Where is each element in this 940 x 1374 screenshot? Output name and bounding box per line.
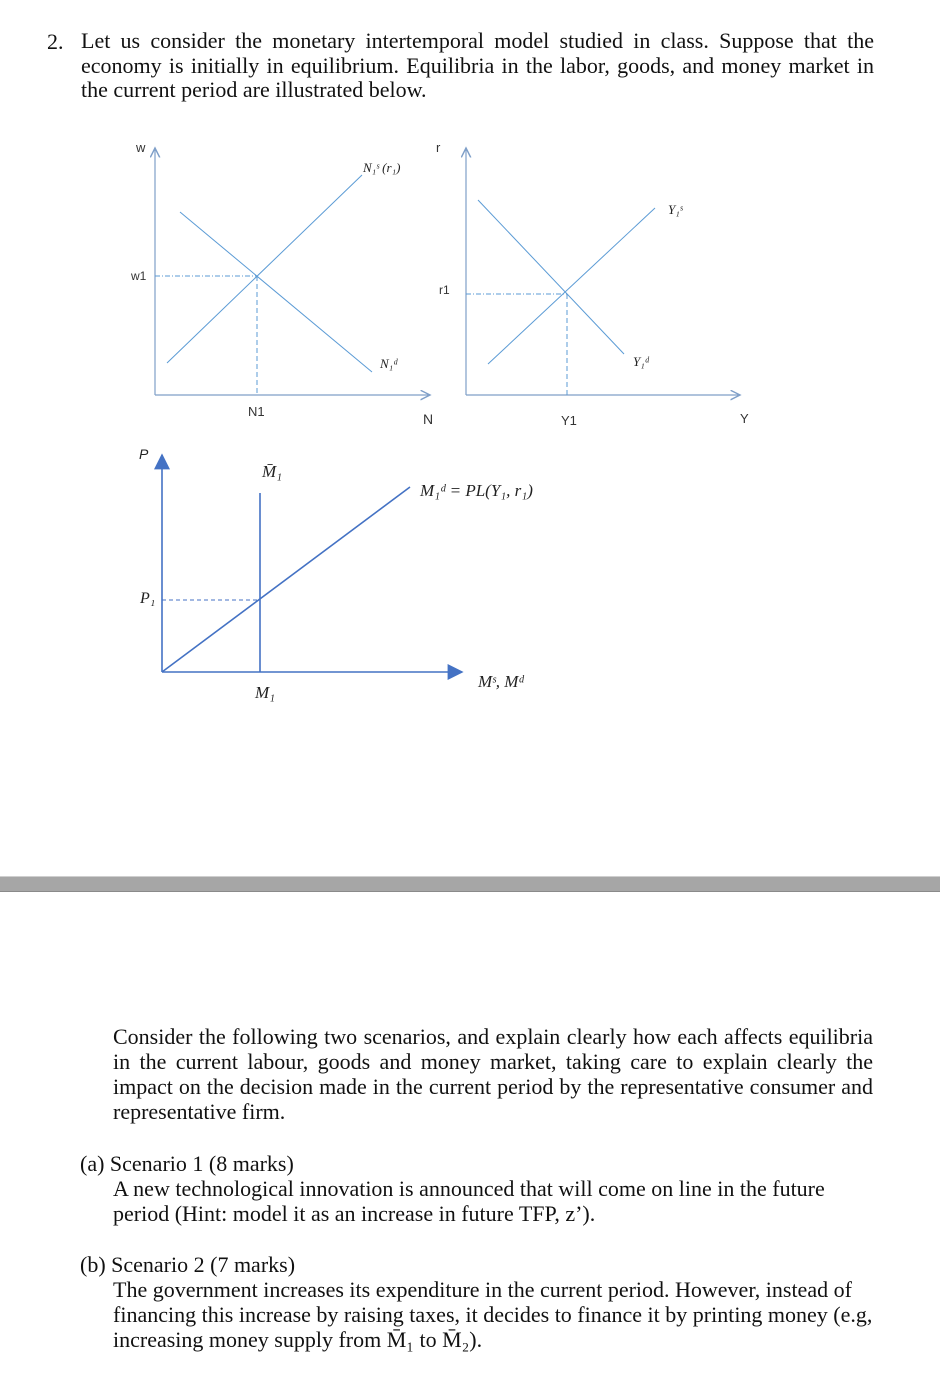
scenario-a-heading: (a) Scenario 1 (8 marks): [80, 1151, 294, 1176]
money-market-graph: [162, 455, 462, 672]
goods-supply-curve: [488, 208, 655, 364]
instructions-paragraph: Consider the following two scenarios, and explain clearly how each affects equilibria in the current labour, goods and money market, taking care to explain clearly the impact on the decision made in the current period by the representative consumer and representative firm.: [113, 1024, 873, 1124]
money-supply-bottom-label: M₁: [255, 683, 276, 702]
question-intro: Let us consider the monetary intertemporal model studied in class. Suppose that the economy is initially in equilibrium. Equilibria in the labor, goods, and money market in the current period are illustrated below.: [81, 28, 874, 102]
money-x-axis-label: Mˢ, Mᵈ: [478, 672, 524, 691]
money-y-axis-label: P: [139, 446, 149, 462]
scenario-b-heading: (b) Scenario 2 (7 marks): [80, 1252, 296, 1277]
question-number: 2.: [47, 29, 64, 54]
money-demand-label: M₁ᵈ = PL(Y₁, r₁): [420, 481, 533, 500]
labor-y-axis-label: w: [136, 140, 146, 155]
scenario-a-body: A new technological innovation is announced that will come on line in the future period (Hint: model it as an increase in future TFP, z’).: [113, 1176, 825, 1226]
goods-eq-output-label: Y1: [561, 413, 577, 428]
labor-demand-curve: [180, 212, 372, 372]
labor-demand-label: N₁ᵈ: [380, 356, 398, 371]
goods-demand-label: Y₁ᵈ: [633, 354, 649, 369]
labor-eq-wage-label: w1: [131, 269, 147, 283]
labor-supply-label: N₁ˢ (r₁): [363, 160, 401, 175]
goods-supply-label: Y₁ˢ: [668, 202, 683, 217]
goods-demand-curve: [478, 200, 624, 354]
money-eq-price-label: P₁: [140, 590, 156, 607]
labor-x-axis-label: N: [423, 411, 434, 427]
money-supply-top-label: M̄₁: [262, 462, 283, 481]
labor-eq-employment-label: N1: [248, 404, 265, 419]
money-demand-curve: [162, 487, 410, 672]
scenario-b-body: The government increases its expenditure in the current period. However, instead of financing this increase by raising taxes, it decides to finance it by printing money (e.g, increasing money supply from M̄₁ to M̄₂).: [113, 1277, 873, 1352]
goods-eq-rate-label: r1: [439, 283, 450, 297]
goods-x-axis-label: Y: [740, 411, 749, 426]
goods-market-graph: [466, 148, 740, 395]
labor-supply-curve: [167, 175, 362, 363]
goods-y-axis-label: r: [436, 140, 441, 155]
section-divider: [0, 876, 940, 892]
